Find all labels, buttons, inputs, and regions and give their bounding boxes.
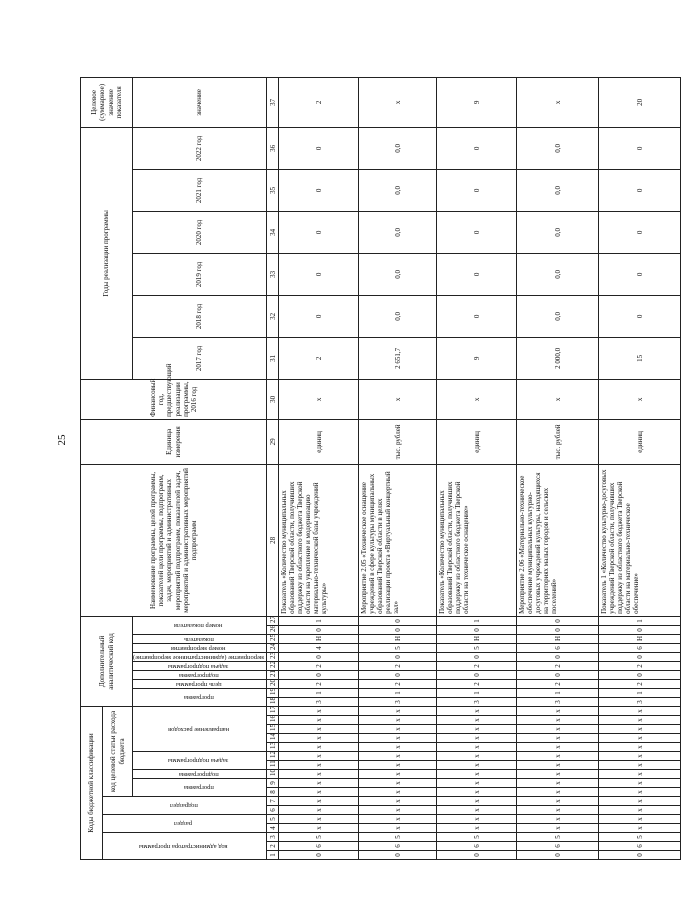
code-cell: 2 (437, 679, 517, 688)
code-cell: 0 (437, 625, 517, 634)
column-number-cell: 12 (267, 752, 279, 761)
code-cell: х (599, 716, 681, 725)
code-cell: 5 (437, 833, 517, 842)
code-cell: 0 (517, 670, 599, 679)
column-number-cell: 9 (267, 779, 279, 788)
code-cell: х (599, 734, 681, 743)
code-cell: х (517, 815, 599, 824)
a-event-header: мероприятие (административное мероприятие) (133, 652, 267, 661)
code-cell: Н (437, 634, 517, 643)
code-cell: Н (359, 634, 437, 643)
column-number-cell: 33 (267, 253, 279, 295)
admin-code-header: код администратора программы (103, 833, 267, 860)
table-body (279, 77, 681, 859)
row-fin-year: х (279, 379, 359, 419)
code-cell: х (359, 743, 437, 752)
code-cell: 0 (279, 652, 359, 661)
code-cell: 1 (359, 688, 437, 697)
year-value-cell: 0 (599, 169, 681, 211)
code-cell: 0 (599, 625, 681, 634)
code-cell: х (437, 824, 517, 833)
code-cell: х (517, 779, 599, 788)
code-cell: 5 (599, 833, 681, 842)
code-cell: 0 (517, 616, 599, 625)
row-target: 9 (437, 77, 517, 127)
target-header: Целевое (суммарное) значение показателя (81, 77, 133, 127)
table-row (517, 77, 599, 859)
column-number-cell: 25 (267, 634, 279, 643)
code-cell: 0 (599, 670, 681, 679)
code-cell: 2 (279, 661, 359, 670)
code-cell: х (437, 743, 517, 752)
code-cell: х (359, 770, 437, 779)
code-cell: х (599, 743, 681, 752)
code-cell: х (359, 725, 437, 734)
year-value-cell: 0 (599, 211, 681, 253)
code-cell: х (359, 779, 437, 788)
code-cell: х (279, 716, 359, 725)
year-value-cell: 0 (279, 169, 359, 211)
column-number-cell: 24 (267, 643, 279, 652)
column-number-cell: 36 (267, 127, 279, 169)
year-value-cell: 0 (437, 127, 517, 169)
year-value-cell: 0 (279, 127, 359, 169)
column-number-cell: 29 (267, 419, 279, 464)
row-unit: единиц (437, 419, 517, 464)
code-cell: 0 (517, 625, 599, 634)
code-cell: 0 (517, 851, 599, 860)
code-cell: Н (279, 634, 359, 643)
year-2017-header: 2017 год (133, 337, 267, 379)
year-value-cell: 0,0 (359, 211, 437, 253)
year-value-cell: 0 (279, 253, 359, 295)
code-cell: х (359, 706, 437, 715)
code-cell: 2 (437, 661, 517, 670)
row-name: Показатель 1 «Количество культурно-досуговых учреждений Тверской области, получивших поддержку из областного бюджета Тверской области на материально-техническое обеспечение» (599, 464, 681, 616)
code-cell: х (359, 734, 437, 743)
column-number-cell: 17 (267, 706, 279, 715)
code-cell: х (599, 779, 681, 788)
column-number-cell: 28 (267, 464, 279, 616)
code-cell: х (279, 797, 359, 806)
code-cell: х (279, 706, 359, 715)
code-cell: х (599, 815, 681, 824)
code-cell: х (279, 770, 359, 779)
column-number-cell: 37 (267, 77, 279, 127)
year-value-cell: 2 651,7 (359, 337, 437, 379)
column-number-cell: 18 (267, 697, 279, 706)
code-cell: х (437, 806, 517, 815)
code-cell: 3 (279, 697, 359, 706)
additional-code-header: Дополнительный аналитический код (81, 616, 133, 706)
code-cell: х (599, 806, 681, 815)
code-cell: 3 (517, 697, 599, 706)
code-cell: Н (599, 634, 681, 643)
table-row (279, 77, 359, 859)
table-row (599, 77, 681, 859)
code-cell: 0 (359, 851, 437, 860)
code-cell: 5 (279, 833, 359, 842)
code-cell: х (437, 734, 517, 743)
code-cell: 6 (517, 643, 599, 652)
code-cell: 3 (359, 697, 437, 706)
subsection-header: подраздел (103, 797, 267, 815)
code-cell: х (517, 734, 599, 743)
row-name: Мероприятие 2.06 «Материально-техническое обеспечение муниципальных культурно-досуговых учреждений культуры, находящихся на территориях малых городов и сельских поселений» (517, 464, 599, 616)
column-number-cell: 23 (267, 652, 279, 661)
year-value-cell: 0,0 (517, 295, 599, 337)
code-cell: х (517, 788, 599, 797)
row-fin-year: х (517, 379, 599, 419)
row-name: Показатель «Количество муниципальных образований Тверской области, получивших поддержку из областного бюджета Тверской области на укрепление и модернизацию материально-технической базы учреждений культуры» (279, 464, 359, 616)
years-header: Годы реализации программы (81, 127, 133, 379)
code-cell: 6 (279, 842, 359, 851)
code-cell: 6 (599, 643, 681, 652)
column-number-cell: 35 (267, 169, 279, 211)
code-cell: 2 (517, 661, 599, 670)
column-number-cell: 5 (267, 815, 279, 824)
column-number-cell: 34 (267, 211, 279, 253)
code-cell: 0 (437, 670, 517, 679)
column-number-cell: 10 (267, 770, 279, 779)
code-cell: 2 (599, 661, 681, 670)
code-cell: 1 (437, 688, 517, 697)
a-subprogram-header: подпрограмма (133, 670, 267, 679)
code-cell: Н (517, 634, 599, 643)
code-cell: х (279, 824, 359, 833)
code-cell: х (517, 725, 599, 734)
code-cell: х (437, 797, 517, 806)
year-2018-header: 2018 год (133, 295, 267, 337)
direction-header: направление расходов (133, 706, 267, 751)
year-value-cell: 0,0 (359, 295, 437, 337)
name-header: Наименование программы, целей программы, показателей цели программы, подпрограмм, задач, мероприятий и административных мероприятий подпрограмм, показателей задач, мероприятий и административных мероприятий подпрограмм (81, 464, 267, 616)
task-header: задача подпрограммы (133, 752, 267, 770)
code-cell: х (359, 788, 437, 797)
code-cell: 0 (359, 670, 437, 679)
code-cell: х (279, 815, 359, 824)
column-number-cell: 19 (267, 688, 279, 697)
row-target: 20 (599, 77, 681, 127)
row-name: Показатель «Количество муниципальных образований Тверской области, получивших поддержку из областного бюджета Тверской области на техническое оснащение» (437, 464, 517, 616)
code-cell: х (437, 770, 517, 779)
code-cell: 0 (279, 670, 359, 679)
code-cell: 0 (279, 625, 359, 634)
code-cell: х (437, 716, 517, 725)
code-cell: х (599, 752, 681, 761)
code-cell: х (517, 716, 599, 725)
code-cell: х (517, 770, 599, 779)
year-value-cell: 15 (599, 337, 681, 379)
code-cell: х (359, 806, 437, 815)
page-number: 25 (56, 434, 68, 446)
year-2021-header: 2021 год (133, 169, 267, 211)
column-number-cell: 7 (267, 797, 279, 806)
code-cell: х (599, 761, 681, 770)
code-cell: х (279, 725, 359, 734)
code-cell: х (437, 706, 517, 715)
code-cell: х (437, 788, 517, 797)
subprogram-header: подпрограмма (133, 770, 267, 779)
code-cell: х (517, 824, 599, 833)
year-value-cell: 0,0 (517, 253, 599, 295)
code-cell: 2 (359, 679, 437, 688)
code-cell: 4 (279, 643, 359, 652)
row-unit: единиц (599, 419, 681, 464)
year-value-cell: 0 (437, 253, 517, 295)
code-cell: х (437, 815, 517, 824)
column-number-cell: 14 (267, 734, 279, 743)
row-unit: тыс. рублей (359, 419, 437, 464)
row-unit: единиц (279, 419, 359, 464)
code-cell: 2 (599, 679, 681, 688)
a-event-no-header: номер мероприятия (133, 643, 267, 652)
code-cell: 1 (279, 616, 359, 625)
year-value-cell: 0,0 (359, 169, 437, 211)
code-cell: 5 (359, 833, 437, 842)
year-2019-header: 2019 год (133, 253, 267, 295)
code-cell: х (599, 797, 681, 806)
code-cell: х (599, 824, 681, 833)
code-cell: х (437, 761, 517, 770)
code-cell: х (359, 815, 437, 824)
column-number-cell: 2 (267, 842, 279, 851)
a-indicator-header: показатель (133, 634, 267, 643)
code-cell: 3 (437, 697, 517, 706)
table-row (359, 77, 437, 859)
column-number-cell: 8 (267, 788, 279, 797)
column-number-cell: 15 (267, 725, 279, 734)
year-value-cell: 0 (599, 295, 681, 337)
row-name: Мероприятие 2.05 «Техническое оснащение учреждений в сфере культуры муниципальных образований Тверской области в целях реализации проекта «Виртуальный концертный зал» (359, 464, 437, 616)
code-cell: 1 (517, 688, 599, 697)
code-cell: х (517, 752, 599, 761)
a-goal-header: цель программы (133, 679, 267, 688)
code-cell: 0 (437, 851, 517, 860)
year-value-cell: 0 (279, 295, 359, 337)
code-cell: 6 (359, 842, 437, 851)
code-cell: х (517, 797, 599, 806)
year-value-cell: 2 000,0 (517, 337, 599, 379)
code-cell: х (279, 761, 359, 770)
code-cell: х (279, 806, 359, 815)
row-target: х (359, 77, 437, 127)
row-target: 2 (279, 77, 359, 127)
code-cell: 0 (359, 652, 437, 661)
code-cell: х (359, 824, 437, 833)
code-cell: 2 (517, 679, 599, 688)
code-cell: 0 (279, 851, 359, 860)
code-cell: х (599, 770, 681, 779)
code-cell: х (517, 706, 599, 715)
a-task-header: задача подпрограммы (133, 661, 267, 670)
column-number-cell: 27 (267, 616, 279, 625)
code-cell: х (279, 788, 359, 797)
column-number-cell: 6 (267, 806, 279, 815)
row-fin-year: х (599, 379, 681, 419)
a-indicator-no-header: номер показателя (133, 616, 267, 634)
a-program-header: программа (133, 688, 267, 706)
column-number-cell: 3 (267, 833, 279, 842)
code-cell: х (279, 734, 359, 743)
year-value-cell: 0,0 (359, 127, 437, 169)
code-cell: 2 (279, 679, 359, 688)
year-value-cell: 2 (279, 337, 359, 379)
code-cell: 0 (599, 851, 681, 860)
code-cell: 1 (279, 688, 359, 697)
code-cell: 5 (437, 643, 517, 652)
code-cell: 0 (359, 616, 437, 625)
column-number-cell: 20 (267, 679, 279, 688)
code-cell: х (517, 806, 599, 815)
code-cell: 0 (437, 652, 517, 661)
column-number-cell: 22 (267, 661, 279, 670)
code-cell: х (279, 743, 359, 752)
year-value-cell: 0 (437, 169, 517, 211)
column-number-cell: 13 (267, 743, 279, 752)
program-table (80, 77, 681, 860)
budget-codes-header: Коды бюджетной классификации (81, 706, 103, 859)
code-cell: 6 (437, 842, 517, 851)
rotated-table-container (80, 77, 644, 860)
year-value-cell: 0,0 (517, 169, 599, 211)
code-cell: х (359, 761, 437, 770)
column-number-cell: 11 (267, 761, 279, 770)
code-cell: х (279, 779, 359, 788)
code-cell: х (599, 706, 681, 715)
code-cell: х (599, 788, 681, 797)
year-value-cell: 0 (599, 127, 681, 169)
code-cell: 1 (437, 616, 517, 625)
code-cell: х (599, 725, 681, 734)
section-header: раздел (103, 815, 267, 833)
code-cell: х (437, 779, 517, 788)
code-cell: 1 (599, 688, 681, 697)
code-cell: 1 (599, 616, 681, 625)
code-cell: 0 (517, 652, 599, 661)
code-cell: 5 (517, 833, 599, 842)
year-value-cell: 9 (437, 337, 517, 379)
year-value-cell: 0,0 (517, 127, 599, 169)
code-cell: х (437, 725, 517, 734)
year-value-cell: 0 (437, 295, 517, 337)
code-cell: х (359, 716, 437, 725)
target-value-header: значение (133, 77, 267, 127)
column-number-cell: 21 (267, 670, 279, 679)
column-number-row (267, 77, 279, 859)
column-number-cell: 30 (267, 379, 279, 419)
row-target: х (517, 77, 599, 127)
column-number-cell: 26 (267, 625, 279, 634)
column-number-cell: 4 (267, 824, 279, 833)
code-cell: 0 (359, 625, 437, 634)
code-cell: х (359, 797, 437, 806)
year-2020-header: 2020 год (133, 211, 267, 253)
year-2022-header: 2022 год (133, 127, 267, 169)
code-cell: х (359, 752, 437, 761)
code-cell: 3 (599, 697, 681, 706)
row-fin-year: х (359, 379, 437, 419)
code-cell: х (517, 761, 599, 770)
table-row (437, 77, 517, 859)
code-cell: х (437, 752, 517, 761)
row-fin-year: х (437, 379, 517, 419)
column-number-cell: 16 (267, 716, 279, 725)
row-unit: тыс. рублей (517, 419, 599, 464)
code-cell: 5 (359, 643, 437, 652)
year-value-cell: 0 (279, 211, 359, 253)
year-value-cell: 0,0 (359, 253, 437, 295)
year-value-cell: 0,0 (517, 211, 599, 253)
column-number-cell: 1 (267, 851, 279, 860)
unit-header: Единица измерения (81, 419, 267, 464)
expense-code-header: код целевой статьи расхода бюджета (103, 706, 133, 796)
code-cell: 2 (359, 661, 437, 670)
fin-year-header: Финансовый год, предшествующий реализации программы, 2016 год (81, 379, 267, 419)
column-number-cell: 32 (267, 295, 279, 337)
code-cell: х (279, 752, 359, 761)
code-cell: 6 (517, 842, 599, 851)
program-header: программа (133, 779, 267, 797)
year-value-cell: 0 (437, 211, 517, 253)
code-cell: 0 (599, 652, 681, 661)
code-cell: х (517, 743, 599, 752)
code-cell: 6 (599, 842, 681, 851)
year-value-cell: 0 (599, 253, 681, 295)
column-number-cell: 31 (267, 337, 279, 379)
